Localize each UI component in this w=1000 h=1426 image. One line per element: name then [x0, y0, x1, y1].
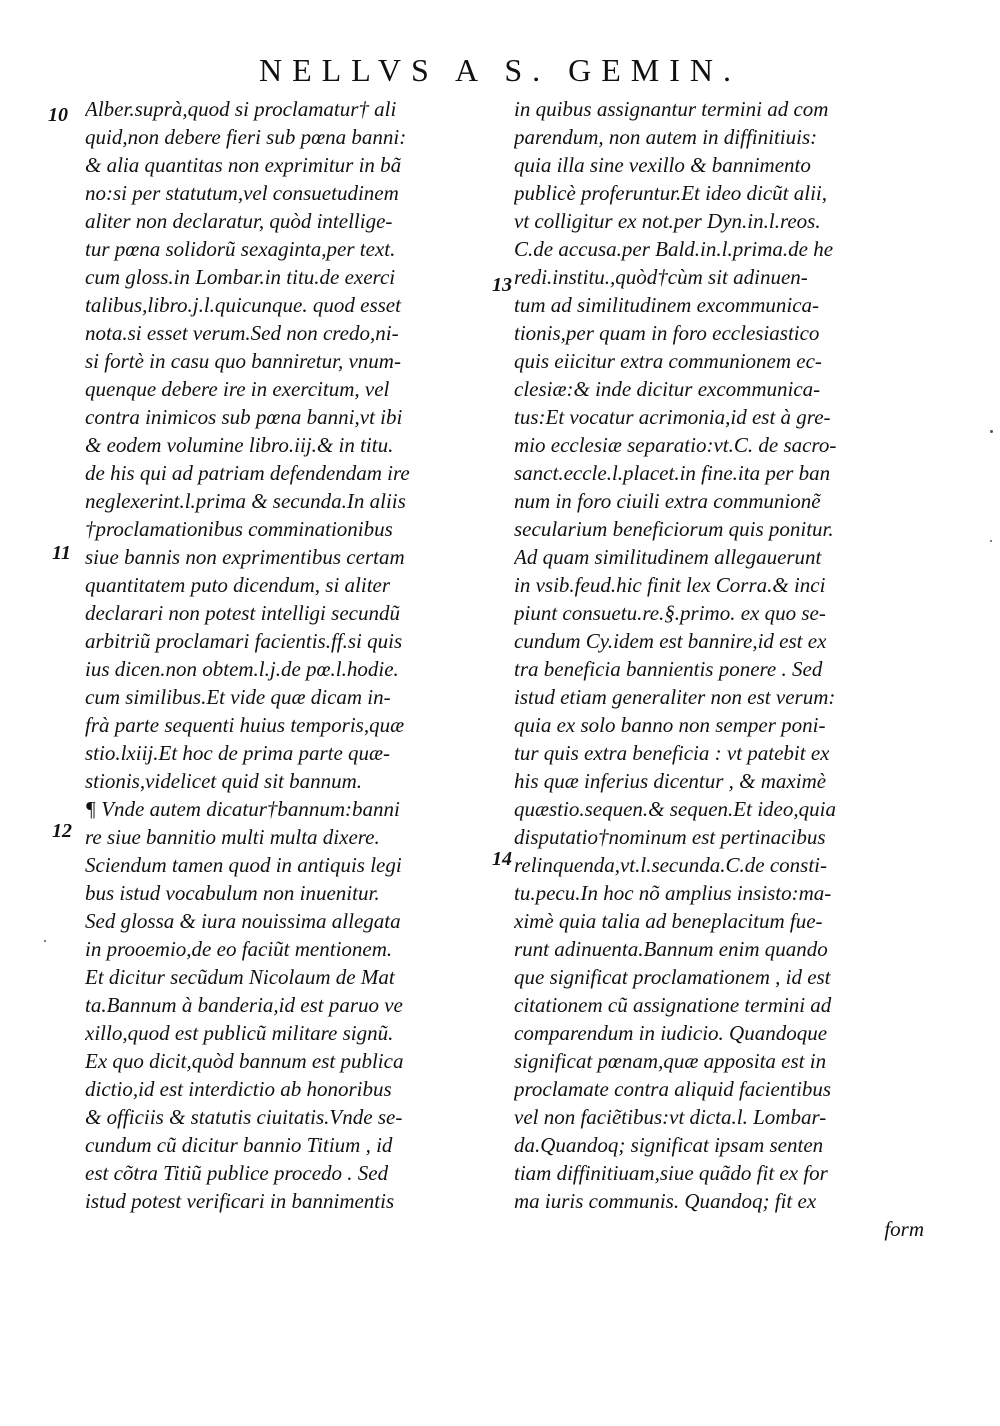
text-line: talibus,libro.j.l.quicunque. quod esset [85, 293, 401, 317]
text-line: parendum, non autem in diffinitiuis: [514, 125, 818, 149]
text-line: cum similibus.Et vide quæ dicam in- [85, 685, 391, 709]
text-line: tu.pecu.In hoc nõ amplius insisto:ma- [514, 881, 832, 905]
margin-number-10: 10 [48, 104, 68, 126]
left-text-column [85, 95, 485, 1215]
text-line: & officiis & statutis ciuitatis.Vnde se- [85, 1105, 403, 1129]
text-line: frà parte sequenti huius temporis,quæ [85, 713, 405, 737]
text-line: disputatio†nominum est pertinacibus [514, 825, 826, 849]
margin-number-11: 11 [52, 542, 71, 564]
text-line: quantitatem puto dicendum, si aliter [85, 573, 391, 597]
text-line: vel non faciẽtibus:vt dicta.l. Lombar- [514, 1105, 827, 1129]
text-line: runt adinuenta.Bannum enim quando [514, 937, 828, 961]
text-line: istud etiam generaliter non est verum: [514, 685, 836, 709]
text-line: num in foro ciuili extra communionẽ [514, 489, 821, 513]
text-line: cum gloss.in Lombar.in titu.de exerci [85, 265, 396, 289]
text-line: tiam diffinitiuam,siue quãdo fit ex for [514, 1161, 828, 1185]
text-line: Et dicitur secũdum Nicolaum de Mat [85, 965, 395, 989]
text-line: Sciendum tamen quod in antiquis legi [85, 853, 402, 877]
text-line: Ad quam similitudinem allegauerunt [514, 545, 822, 569]
text-line: ¶ Vnde autem dicatur†bannum:banni [85, 797, 400, 821]
text-line: tus:Et vocatur acrimonia,id est à gre- [514, 405, 831, 429]
text-line: ximè quia talia ad beneplacitum fue- [514, 909, 823, 933]
text-line: quia ex solo banno non semper poni- [514, 713, 826, 737]
text-line: clesiæ:& inde dicitur excommunica- [514, 377, 821, 401]
text-line: si fortè in casu quo banniretur, vnum- [85, 349, 401, 373]
text-line: redi.institu.,quòd†cùm sit adinuen- [514, 265, 808, 289]
text-line: form [884, 1217, 924, 1241]
text-line: & alia quantitas non exprimitur in bã [85, 153, 402, 177]
text-line: vt colligitur ex not.per Dyn.in.l.reos. [514, 209, 821, 233]
text-line: publicè proferuntur.Et ideo dicũt alii, [514, 181, 828, 205]
text-line: de his qui ad patriam defendendam ire [85, 461, 410, 485]
text-line: mio ecclesiæ separatio:vt.C. de sacro- [514, 433, 837, 457]
text-line: dictio,id est interdictio ab honoribus [85, 1077, 392, 1101]
text-line: his quæ inferius dicentur , & maximè [514, 769, 827, 793]
text-line: & eodem volumine libro.iij.& in titu. [85, 433, 394, 457]
text-line: Sed glossa & iura nouissima allegata [85, 909, 401, 933]
text-line: siue bannis non exprimentibus certam [85, 545, 405, 569]
text-line: ius dicen.non obtem.l.j.de pœ.l.hodie. [85, 657, 399, 681]
text-line: proclamate contra aliquid facientibus [514, 1077, 832, 1101]
text-line: secularium beneficiorum quis ponitur. [514, 517, 834, 541]
text-line: bus istud vocabulum non inuenitur. [85, 881, 380, 905]
running-title: NELLVS A S. GEMIN. [259, 52, 741, 88]
text-line: est cõtra Titiũ publice procedo . Sed [85, 1161, 389, 1185]
text-line: †proclamationibus comminationibus [85, 517, 393, 541]
text-line: tra beneficia bannientis ponere . Sed [514, 657, 823, 681]
text-line: istud potest verificari in bannimentis [85, 1189, 395, 1213]
text-line: stio.lxiij.Et hoc de prima parte quæ- [85, 741, 391, 765]
text-line: piunt consuetu.re.§.primo. ex quo se- [514, 601, 826, 625]
text-line: quis eiicitur extra communionem ec- [514, 349, 822, 373]
text-line: tum ad similitudinem excommunica- [514, 293, 820, 317]
text-line: in quibus assignantur termini ad com [514, 97, 829, 121]
text-line: tur pœna solidorũ sexaginta,per text. [85, 237, 396, 261]
text-line: ta.Bannum à banderia,id est paruo ve [85, 993, 403, 1017]
text-line: quia illa sine vexillo & bannimento [514, 153, 811, 177]
text-line: comparendum in iudicio. Quandoque [514, 1021, 828, 1045]
text-line: significat pœnam,quæ apposita est in [514, 1049, 827, 1073]
margin-number-14: 14 [492, 848, 512, 870]
text-line: arbitriũ proclamari facientis.ff.si quis [85, 629, 403, 653]
text-line: re siue bannitio multi multa dixere. [85, 825, 380, 849]
margin-number-12: 12 [52, 820, 72, 842]
paper-speck [990, 430, 993, 433]
text-line: cundum cũ dicitur bannio Titium , id [85, 1133, 393, 1157]
text-line: tionis,per quam in foro ecclesiastico [514, 321, 820, 345]
text-line: quenque debere ire in exercitum, vel [85, 377, 390, 401]
text-line: cundum Cy.idem est bannire,id est ex [514, 629, 827, 653]
text-line: no:si per statutum,vel consuetudinem [85, 181, 399, 205]
text-line: contra inimicos sub pœna banni,vt ibi [85, 405, 403, 429]
text-line: aliter non declaratur, quòd intellige- [85, 209, 393, 233]
right-text-column [514, 95, 924, 1243]
text-line: tur quis extra beneficia : vt patebit ex [514, 741, 830, 765]
margin-number-13: 13 [492, 274, 512, 296]
text-line: que significat proclamationem , id est [514, 965, 831, 989]
text-line: ma iuris communis. Quandoq; fit ex [514, 1189, 817, 1213]
text-line: sanct.eccle.l.placet.in fine.ita per ban [514, 461, 831, 485]
paper-speck [990, 540, 992, 542]
text-line: declarari non potest intelligi secundũ [85, 601, 400, 625]
text-line: da.Quandoq; significat ipsam senten [514, 1133, 824, 1157]
text-line: neglexerint.l.prima & secunda.In aliis [85, 489, 406, 513]
text-line: stionis,videlicet quid sit bannum. [85, 769, 363, 793]
text-line: relinquenda,vt.l.secunda.C.de consti- [514, 853, 827, 877]
text-line: citationem cũ assignatione termini ad [514, 993, 832, 1017]
text-line: Alber.suprà,quod si proclamatur† ali [85, 97, 397, 121]
text-line: xillo,quod est publicũ militare signũ. [85, 1021, 394, 1045]
text-line: nota.si esset verum.Sed non credo,ni- [85, 321, 399, 345]
text-line: in vsib.feud.hic finit lex Corra.& inci [514, 573, 826, 597]
text-line: Ex quo dicit,quòd bannum est publica [85, 1049, 404, 1073]
paper-speck [44, 940, 46, 942]
text-line: quid,non debere fieri sub pœna banni: [85, 125, 407, 149]
text-line: in prooemio,de eo faciũt mentionem. [85, 937, 393, 961]
text-line: quæstio.sequen.& sequen.Et ideo,quia [514, 797, 836, 821]
text-line: C.de accusa.per Bald.in.l.prima.de he [514, 237, 834, 261]
